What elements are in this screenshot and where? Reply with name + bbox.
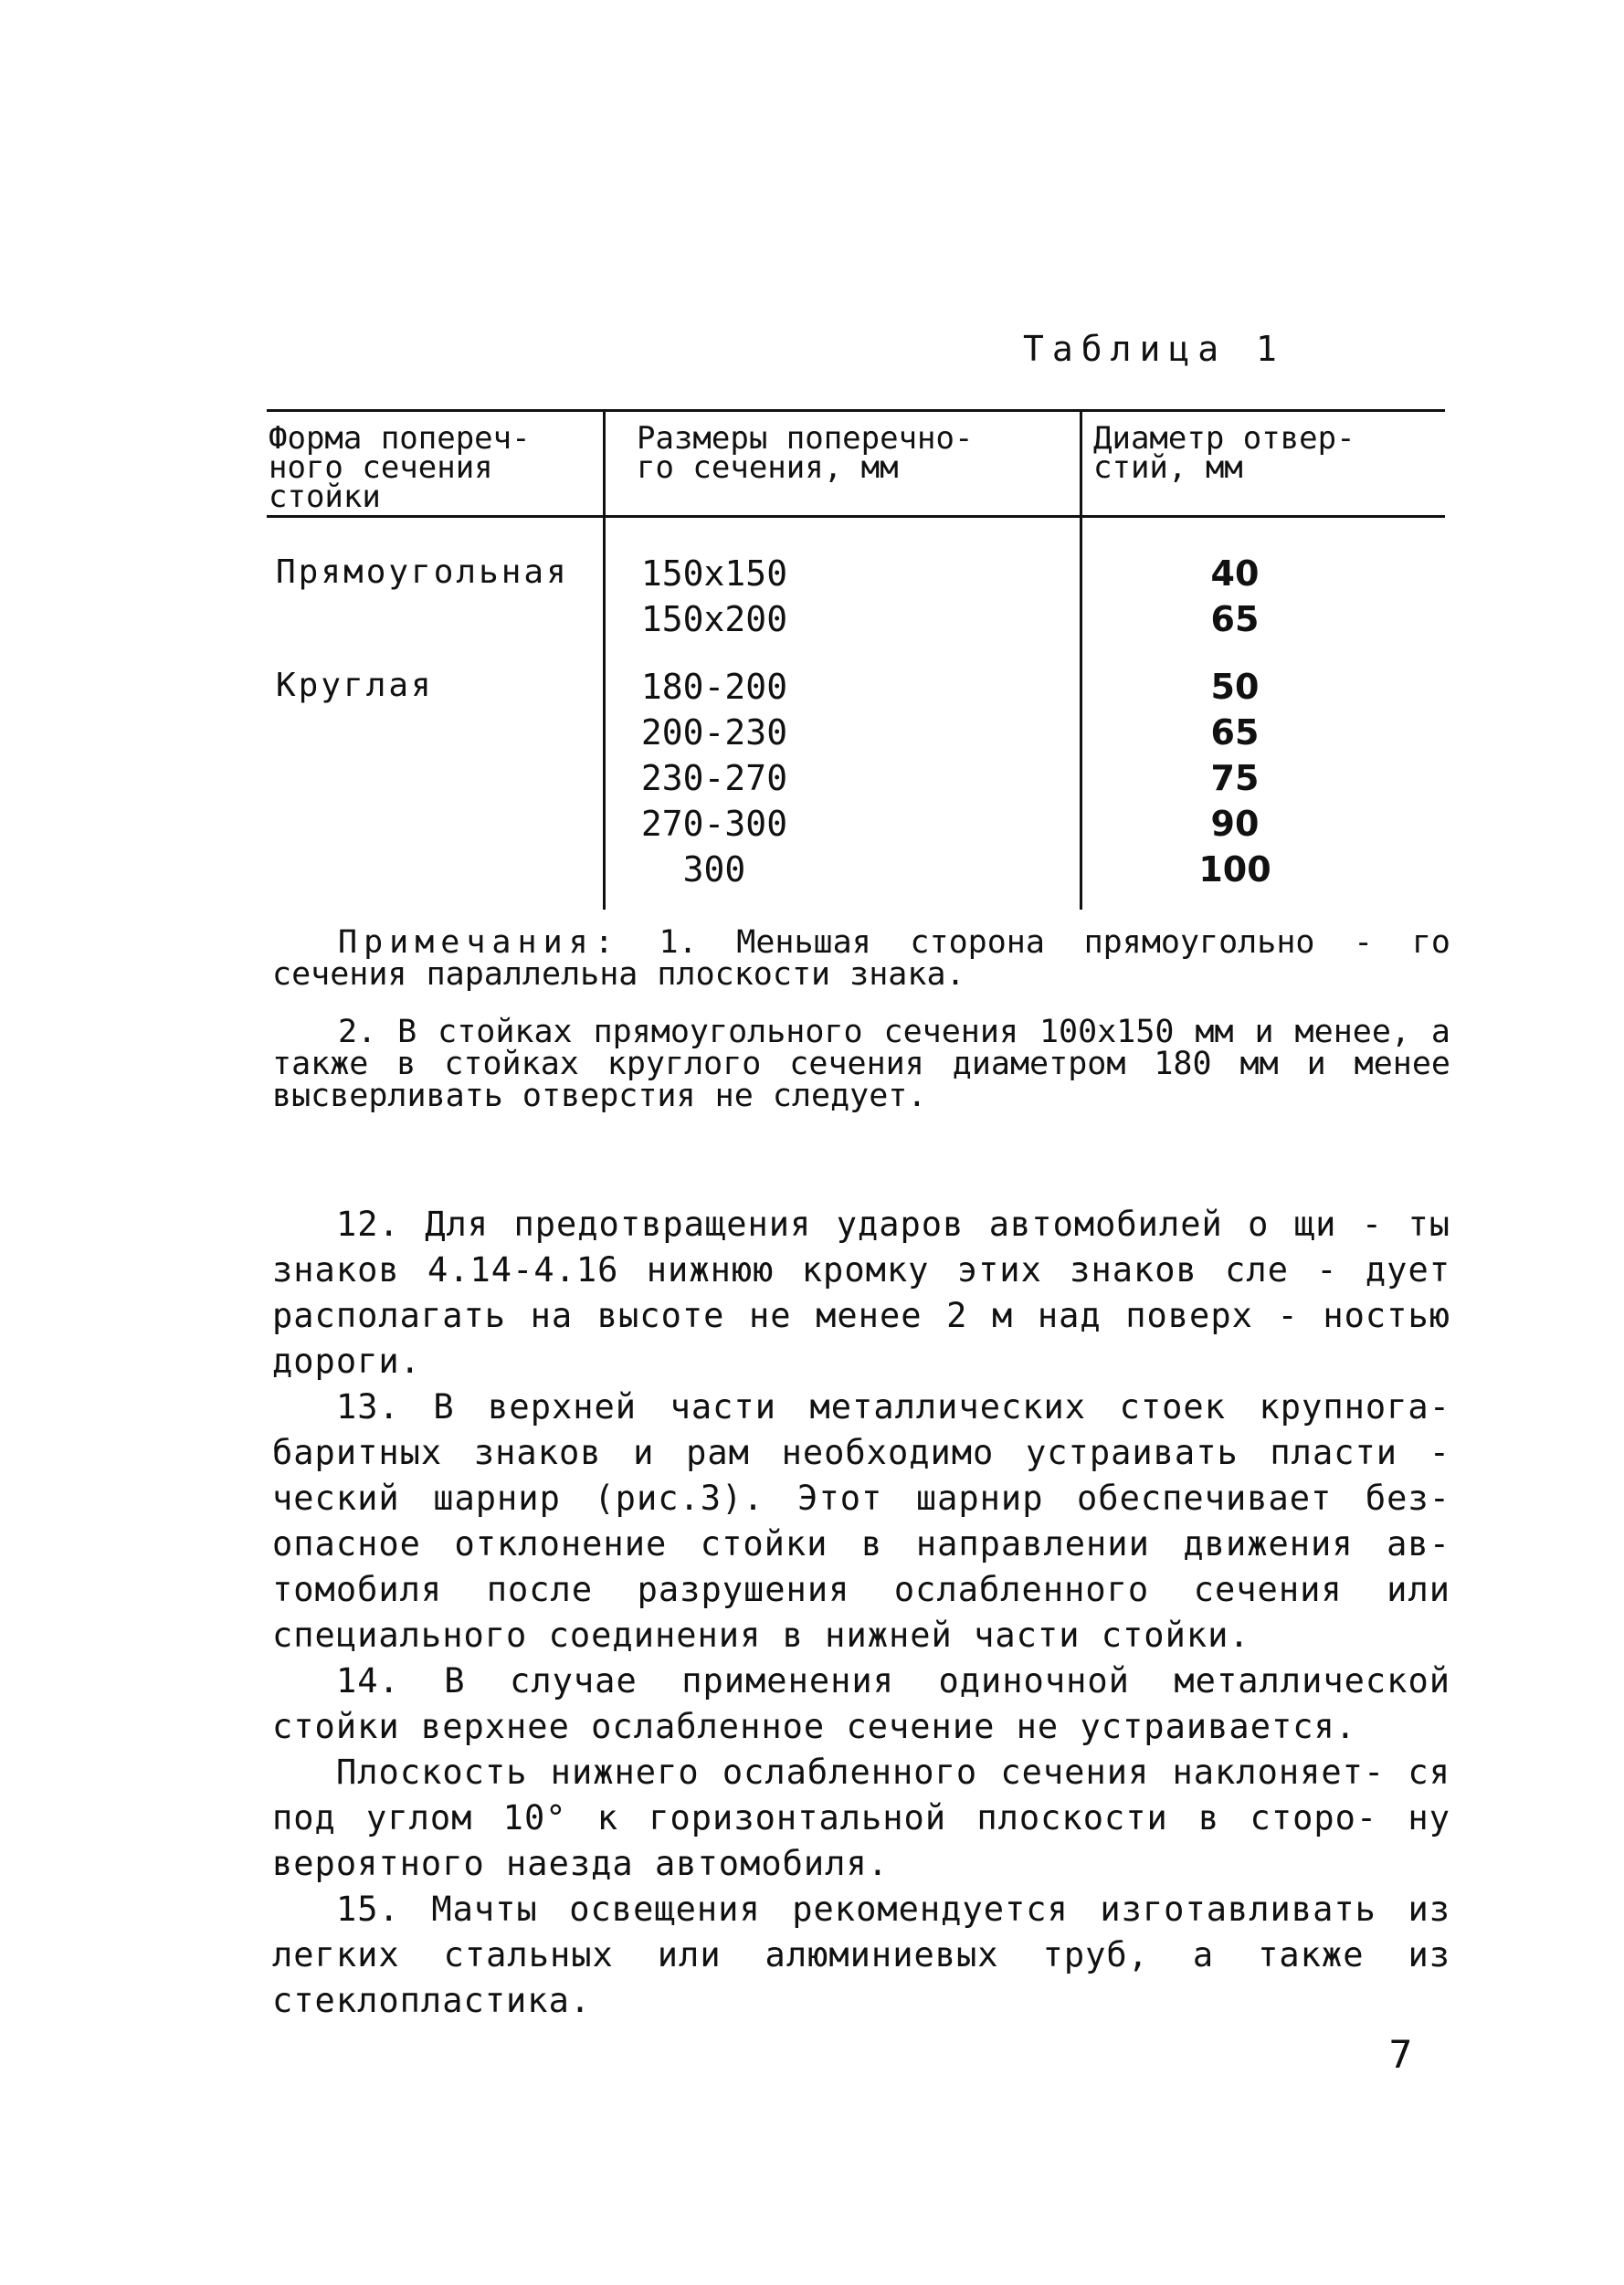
- header-hole-diameter: [1093, 420, 1355, 486]
- header-line: ного сечения: [269, 449, 493, 486]
- body-text: [272, 1202, 1450, 2024]
- table-cell-diameter: 100: [1198, 849, 1271, 890]
- page-number: 7: [1388, 2032, 1413, 2077]
- table-cell-shape: Круглая: [276, 667, 434, 704]
- table-cell-size: 230-270: [640, 758, 788, 798]
- table-cell-size: 300: [682, 849, 746, 890]
- table-cell-size: 180-200: [640, 667, 788, 707]
- table-cell-diameter: 40: [1210, 553, 1260, 594]
- header-line: Диаметр отвер-: [1093, 420, 1355, 457]
- table-title: Таблица 1: [1023, 329, 1285, 369]
- column-divider-2: [1080, 409, 1082, 515]
- table-cell-size: 150x200: [640, 599, 788, 639]
- paragraph-13: 13. В верхней части металлических стоек крупнога- баритных знаков и рам необходимо устраивать пласти - ческий шарнир (рис.3). Этот шарнир обеспечивает без- опасное отклонение стойки в направлении движения ав- томобиля после разрушения ослабленного сечения или специального соединения в нижней части стойки.: [272, 1387, 1450, 1655]
- header-line: стойки: [269, 479, 381, 515]
- header-line: стий, мм: [1093, 449, 1243, 486]
- column-divider-2-body: [1080, 515, 1082, 910]
- header-line: го сечения, мм: [637, 449, 899, 486]
- note-1-text: 1. Меньшая сторона прямоугольно - го сечения параллельна плоскости знака.: [272, 924, 1450, 993]
- table-cell-diameter: 65: [1210, 712, 1260, 753]
- note-1: [272, 924, 1450, 993]
- header-cross-section-size: [637, 420, 974, 486]
- header-cross-section-shape: [269, 420, 531, 515]
- notes-label: Примечания:: [338, 924, 620, 961]
- paragraph-14-continued: Плоскость нижнего ослабленного сечения наклоняет- ся под углом 10° к горизонтальной плоскости в сторо- ну вероятного наезда автомобиля.: [272, 1753, 1450, 1883]
- note-2: 2. В стойках прямоугольного сечения 100x150 мм и менее, а также в стойках круглого сечения диаметром 180 мм и менее высверливать отверстия не следует.: [272, 1014, 1450, 1114]
- paragraph-14: 14. В случае применения одиночной металлической стойки верхнее ослабленное сечение не устраивается.: [272, 1661, 1450, 1746]
- table-cell-diameter: 75: [1210, 758, 1260, 798]
- paragraph-15: 15. Мачты освещения рекомендуется изготавливать из легких стальных или алюминиевых труб, а также из стеклопластика.: [272, 1890, 1450, 2020]
- table-cell-size: 270-300: [640, 804, 788, 844]
- column-divider-1: [603, 409, 606, 515]
- table-cell-size: 200-230: [640, 712, 788, 753]
- table-cell-diameter: 65: [1210, 599, 1260, 639]
- paragraph-12: 12. Для предотвращения ударов автомобилей о щи - ты знаков 4.14-4.16 нижнюю кромку этих знаков сле - дует располагать на высоте не менее 2 м над поверх - ностью дороги.: [272, 1205, 1450, 1381]
- table-header-rule: [267, 515, 1445, 518]
- table-cell-diameter: 90: [1210, 804, 1260, 844]
- table-cell-size: 150x150: [640, 553, 788, 594]
- table-cell-shape: Прямоугольная: [276, 553, 569, 591]
- header-line: Форма попереч-: [269, 420, 531, 457]
- table-notes: [272, 924, 1450, 1114]
- header-line: Размеры поперечно-: [637, 420, 974, 457]
- dimensions-table: [267, 409, 1445, 911]
- table-top-rule: [267, 409, 1445, 412]
- table-cell-diameter: 50: [1210, 667, 1260, 707]
